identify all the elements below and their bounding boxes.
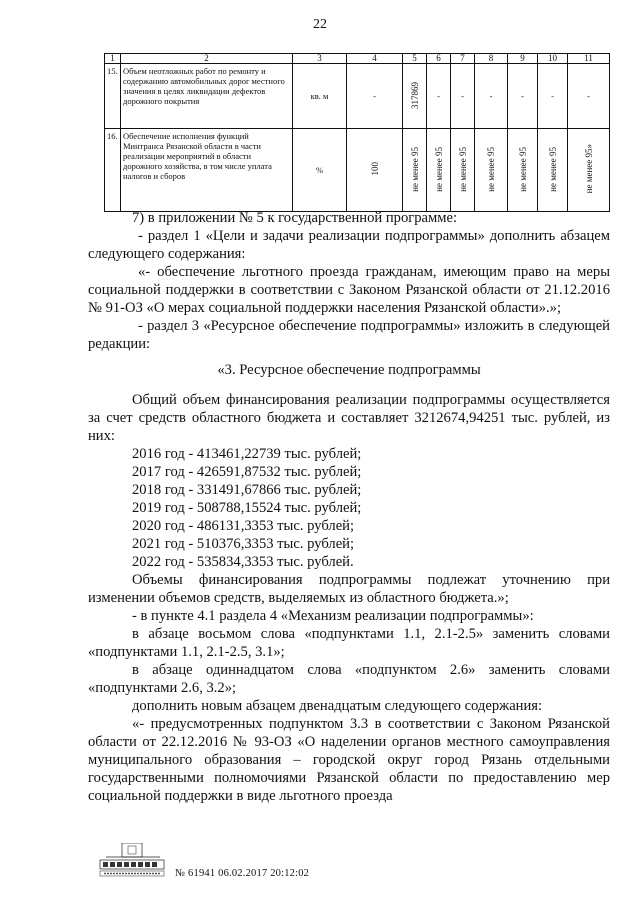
vertical-value: не менее 95 — [517, 146, 528, 192]
paragraph: «- предусмотренных подпунктом 3.3 в соответствии с Законом Рязанской области от 22.12.2016 № 93-ОЗ «О наделении органов местного самоуправления муниципального образования – городской округ город Рязань отдельными государственными полномочиями Рязанской области по предоставлению мер социальной поддержки в виде льготного проезда — [88, 716, 610, 804]
column-number: 7 — [451, 54, 475, 64]
year-list — [88, 445, 610, 571]
paragraph: - раздел 3 «Ресурсное обеспечение подпрограммы» изложить в следующей редакции: — [88, 318, 610, 352]
document-body — [88, 209, 610, 805]
row-number: 16. — [105, 129, 121, 212]
vertical-value: не менее 95» — [583, 144, 594, 194]
paragraph: - раздел 1 «Цели и задачи реализации подпрограммы» дополнить абзацем следующего содержания: — [88, 228, 610, 262]
table-cell: - — [347, 64, 403, 129]
table-cell: - — [451, 64, 475, 129]
table-cell: - — [508, 64, 538, 129]
year-line: 2021 год - 510376,3353 тыс. рублей; — [132, 536, 355, 552]
year-line: 2016 год - 413461,22739 тыс. рублей; — [132, 446, 362, 462]
table-cell — [347, 129, 403, 212]
page-number: 22 — [313, 17, 327, 32]
table-cell — [508, 129, 538, 212]
paragraph: 7) в приложении № 5 к государственной программе: — [132, 210, 458, 226]
vertical-value: не менее 95 — [433, 146, 444, 192]
table-cell: - — [475, 64, 508, 129]
column-number: 1 — [105, 54, 121, 64]
table-row — [105, 64, 610, 129]
indicator-name: Объем неотложных работ по ремонту и содержанию автомобильных дорог местного значения в целях ликвидации дефектов дорожного покрытия — [121, 64, 293, 129]
column-number: 10 — [538, 54, 568, 64]
column-number: 4 — [347, 54, 403, 64]
vertical-value: 100 — [369, 162, 380, 176]
paragraph: дополнить новым абзацем двенадцатым следующего содержания: — [132, 698, 543, 714]
year-line: 2017 год - 426591,87532 тыс. рублей; — [132, 464, 362, 480]
registry-stamp-icon — [98, 843, 168, 879]
vertical-value: не менее 95 — [547, 146, 558, 192]
table-cell: - — [538, 64, 568, 129]
vertical-value: не менее 95 — [409, 146, 420, 192]
vertical-value: не менее 95 — [486, 146, 496, 192]
table-cell: - — [427, 64, 451, 129]
column-number: 8 — [475, 54, 508, 64]
column-number: 9 — [508, 54, 538, 64]
table-cell — [568, 129, 610, 212]
column-number: 11 — [568, 54, 610, 64]
year-line: 2019 год - 508788,15524 тыс. рублей; — [132, 500, 362, 516]
page-footer — [98, 843, 618, 883]
paragraph: Объемы финансирования подпрограммы подлежат уточнению при изменении объемов средств, выделяемых из областного бюджета.»; — [88, 572, 610, 606]
table-cell — [475, 129, 508, 212]
column-number: 3 — [293, 54, 347, 64]
column-number: 6 — [427, 54, 451, 64]
paragraph: - в пункте 4.1 раздела 4 «Механизм реализации подпрограммы»: — [132, 608, 534, 624]
indicators-table — [104, 53, 610, 212]
table-cell — [538, 129, 568, 212]
column-number: 2 — [121, 54, 293, 64]
unit-cell: кв. м — [293, 64, 347, 129]
unit-cell: % — [293, 129, 347, 212]
vertical-value: 317869 — [409, 81, 420, 109]
vertical-value: не менее 95 — [457, 146, 468, 192]
table-cell — [403, 129, 427, 212]
column-number: 5 — [403, 54, 427, 64]
year-line: 2018 год - 331491,67866 тыс. рублей; — [132, 482, 362, 498]
document-id: № 61941 06.02.2017 20:12:02 — [175, 868, 310, 879]
table-cell — [427, 129, 451, 212]
section-heading: «3. Ресурсное обеспечение подпрограммы — [217, 362, 481, 378]
year-line: 2020 год - 486131,3353 тыс. рублей; — [132, 518, 355, 534]
paragraph: в абзаце восьмом слова «подпунктами 1.1, 2.1-2.5» заменить словами «подпунктами 1.1, 2.1-2.5, 3.1»; — [88, 626, 610, 660]
indicator-name: Обеспечение исполнения функций Минтранса Рязанской области в части реализации мероприятий в области дорожного хозяйства, в том числе уплата налогов и сборов — [121, 129, 293, 212]
table-cell — [403, 64, 427, 129]
paragraph: Общий объем финансирования реализации подпрограммы осуществляется за счет средств областного бюджета и составляет 3212674,94251 тыс. рублей, из них: — [88, 392, 610, 444]
row-number: 15. — [105, 64, 121, 129]
table-cell: - — [568, 64, 610, 129]
paragraph: в абзаце одиннадцатом слова «подпунктом 2.6» заменить словами «подпунктами 2.6, 3.2»; — [88, 662, 610, 696]
paragraph: «- обеспечение льготного проезда гражданам, имеющим право на меры социальной поддержки в соответствии с Законом Рязанской области от 21.12.2016 № 91-ОЗ «О мерах социальной поддержки населения Рязанской области».»; — [88, 264, 610, 316]
column-number-row — [105, 54, 610, 64]
table-row — [105, 129, 610, 212]
table-cell — [451, 129, 475, 212]
year-line: 2022 год - 535834,3353 тыс. рублей. — [132, 554, 354, 570]
